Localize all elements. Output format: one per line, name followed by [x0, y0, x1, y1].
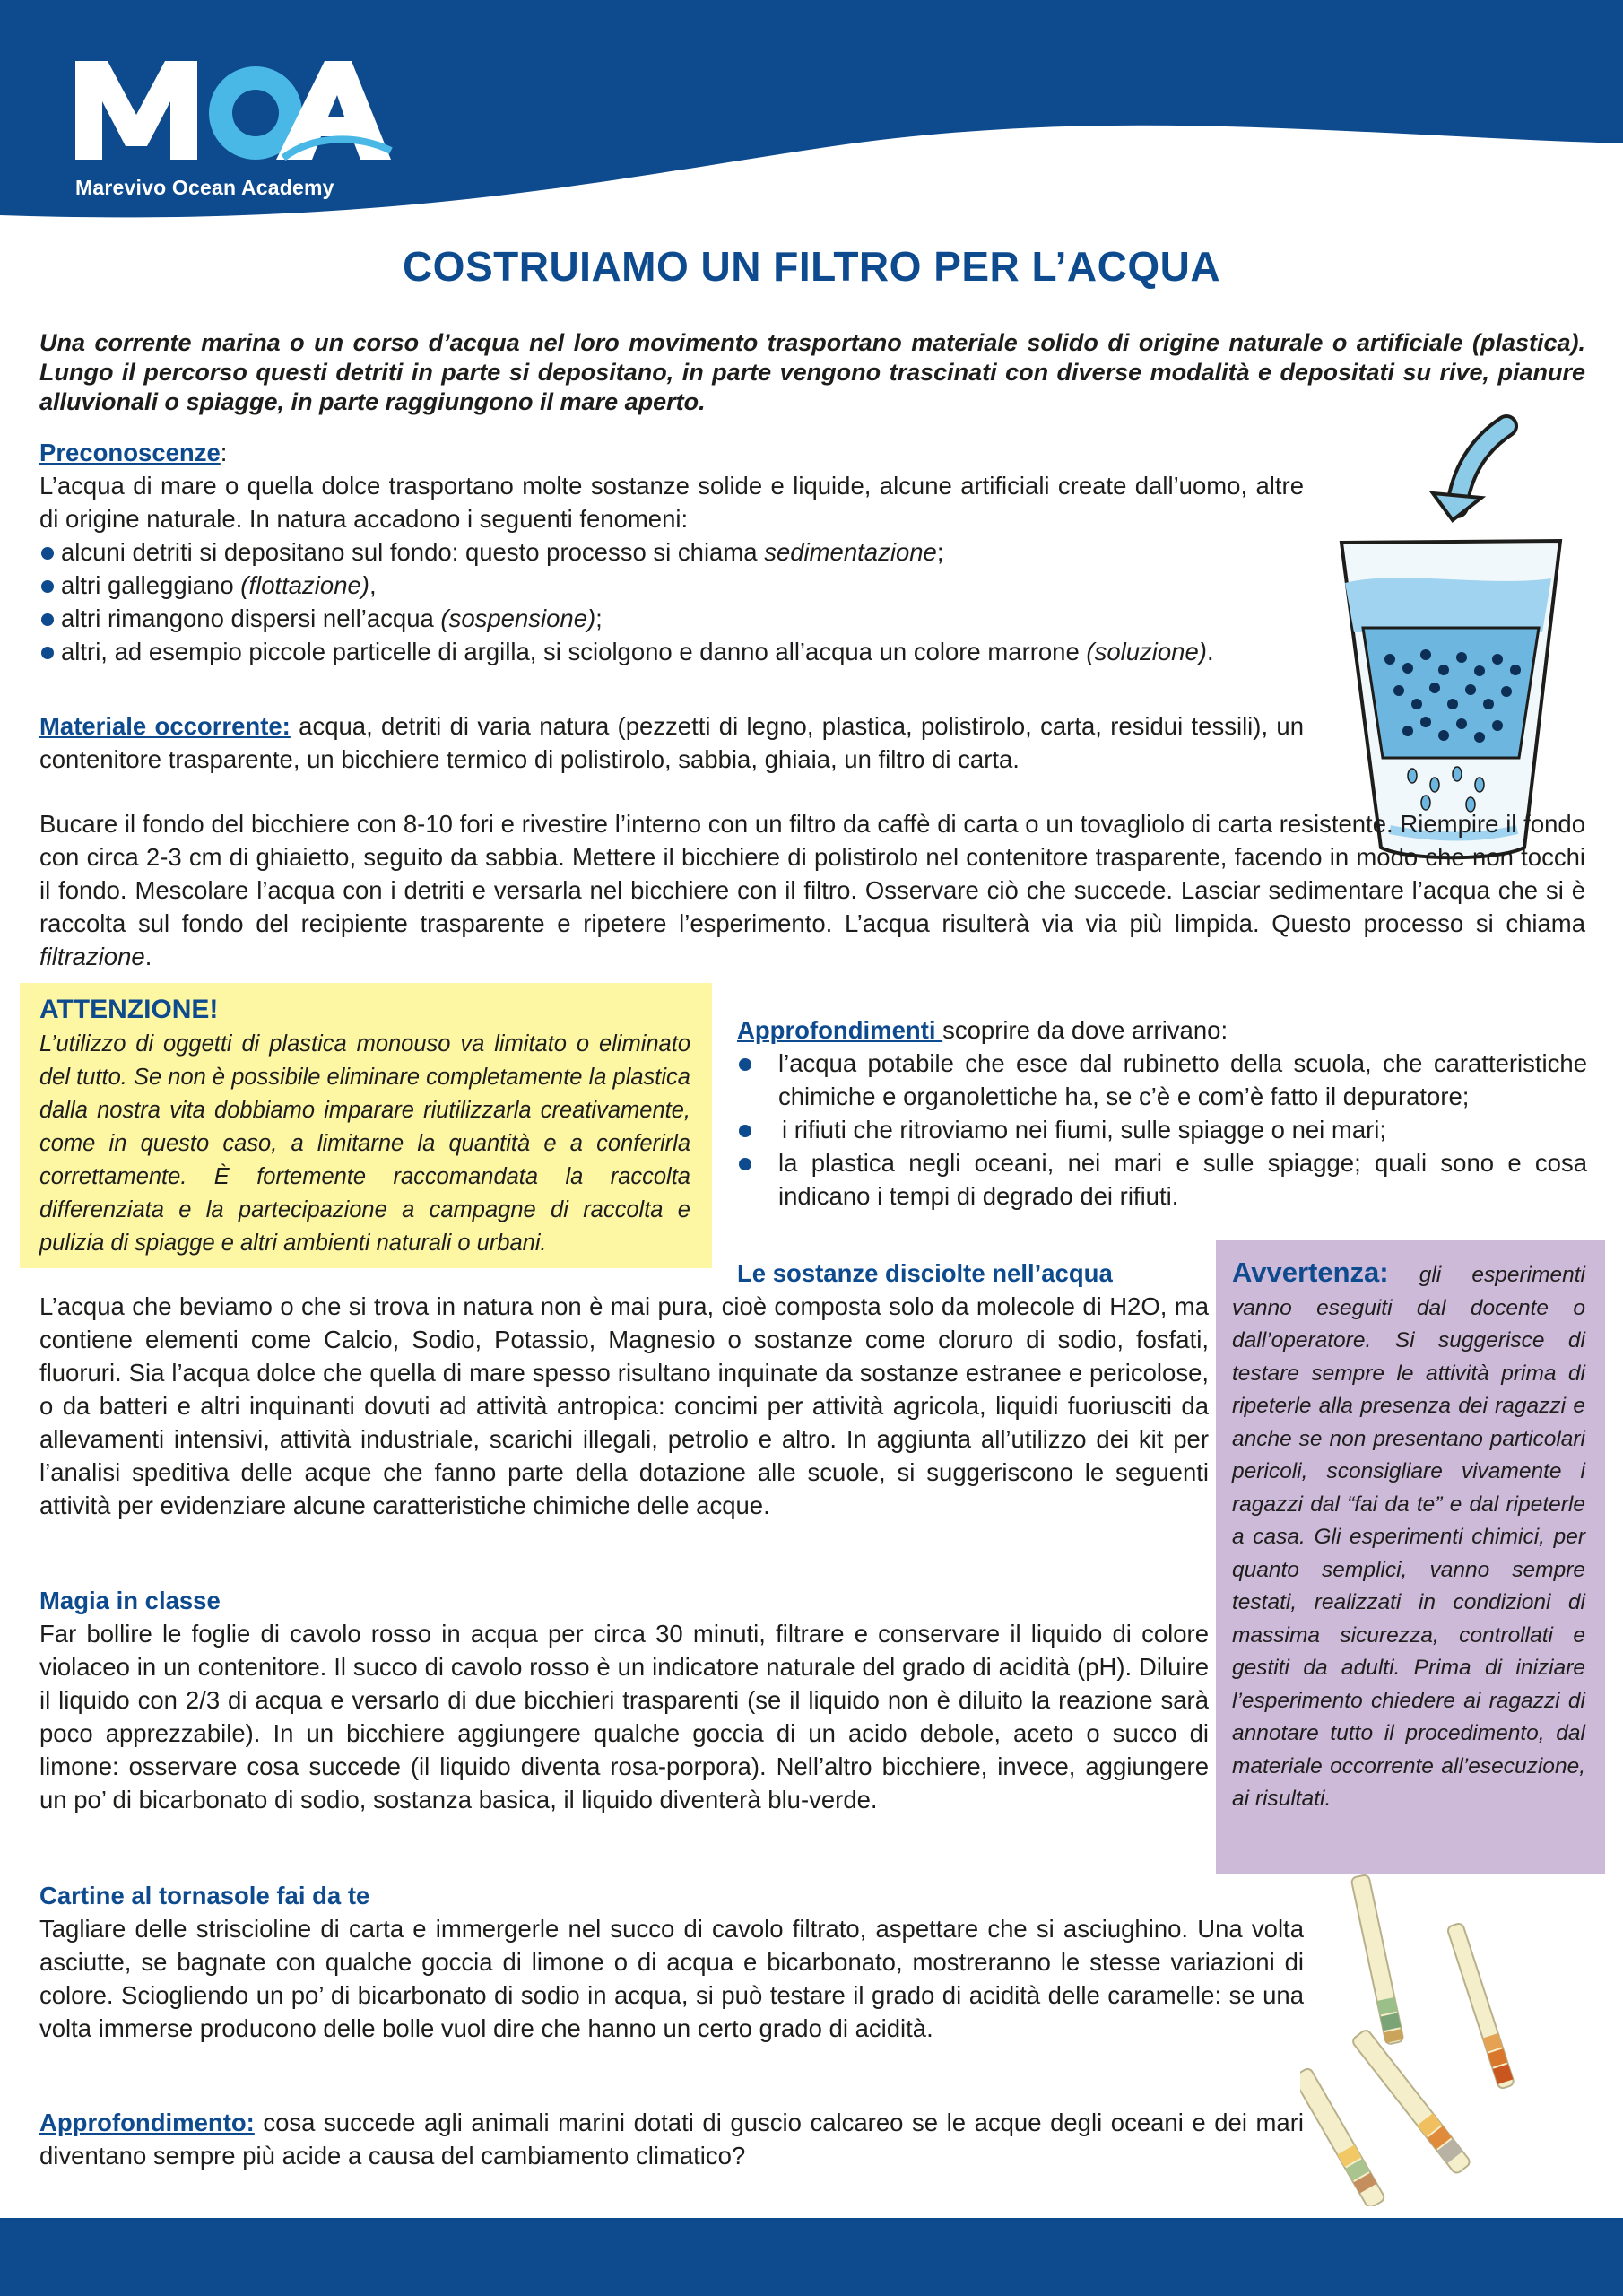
list-item: altri, ad esempio piccole particelle di argilla, si sciolgono e danno all’acqua un colore marrone (soluzione). [39, 635, 1304, 668]
litmus-strips-illustration [1300, 1866, 1569, 2206]
materiale-section [39, 709, 1304, 776]
approfondimenti-heading [737, 1013, 1587, 1047]
approfondimento-text: cosa succede agli animali marini dotati di guscio calcareo se le acque degli oceani e dei mari diventano sempre più acide a causa del cambiamento climatico? [39, 2109, 1304, 2170]
preconoscenze-section [39, 436, 1304, 668]
attenzione-text: L’utilizzo di oggetti di plastica monouso va limitato o eliminato del tutto. Se non è possibile eliminare completamente la plastica dalla nostra vita dobbiamo imparare riutilizzarla creativamente, come in questo caso, a limitarne la quantità e a conferirla correttamente. È fortemente raccomandata la raccolta differenziata e la partecipazione a campagne di raccolta e pulizia di spiagge e altri ambienti naturali o urbani. [39, 1031, 690, 1256]
approfondimento-section [39, 2106, 1304, 2172]
page-title: COSTRUIAMO UN FILTRO PER L’ACQUA [402, 243, 1221, 290]
sostanze-heading: Le sostanze disciolte nell’acqua [737, 1259, 1113, 1287]
procedura-em: filtrazione [39, 943, 145, 970]
list-item: alcuni detriti si depositano sul fondo: questo processo si chiama sedimentazione; [39, 535, 1304, 569]
avvertenza-text: gli esperimenti vanno eseguiti dal docente o dall’operatore. Si suggerisce di testare sempre le attività prima di ripeterle alla presenza dei ragazzi e anche se non presentano particolari pericoli, sconsigliare vivamente i ragazzi dal “fai da te” e dal ripeterle a casa. Gli esperimenti chimici, per quanto semplici, vanno sempre testati, realizzati in condizioni di massima sicurezza, controllati e gestiti da adulti. Prima di iniziare l’esperimento chiedere ai ragazzi di annotare tutto il procedimento, dal materiale occorrente all’esecuzione, ai risultati. [1232, 1263, 1585, 1811]
footer-bar [0, 2218, 1623, 2296]
attenzione-title: ATTENZIONE! [39, 995, 219, 1024]
list-item: l’acqua potabile che esce dal rubinetto della scuola, che caratteristiche chimiche e organolettiche ha, se c’è e com’è fatto il depuratore; [737, 1047, 1587, 1113]
preconoscenze-heading [39, 436, 1304, 469]
approfondimento-label: Approfondimento: [39, 2109, 255, 2136]
procedura-end: . [144, 943, 152, 970]
approfondimenti-section [737, 1013, 1587, 1213]
approfondimenti-list [737, 1047, 1587, 1213]
list-item: i rifiuti che ritroviamo nei fiumi, sulle spiagge o nei mari; [737, 1113, 1587, 1146]
logo-subtitle: Marevivo Ocean Academy [75, 176, 334, 199]
attenzione-box [20, 983, 712, 1268]
procedura-text: Bucare il fondo del bicchiere con 8-10 fori e rivestire l’interno con un filtro da caffè di carta o un tovagliolo di carta resistente. Riempire il fondo con circa 2-3 cm di ghiaietto, seguito da sabbia. Mettere il bicchiere di polistirolo nel contenitore trasparente, facendo in modo che non tocchi il fondo. Mescolare l’acqua con i detriti e versarla nel bicchiere con il filtro. Osservare ciò che succede. Lasciar sedimentare l’acqua che si è raccolta sul fondo del recipiente trasparente e ripetere l’esperimento. L’acqua risulterà via via più limpida. Questo processo si chiama [39, 810, 1585, 937]
magia-text: Far bollire le foglie di cavolo rosso in acqua per circa 30 minuti, filtrare e conservare il liquido di colore violaceo in un contenitore. Il succo di cavolo rosso è un indicatore naturale del grado di acidità (pH). Diluire il liquido con 2/3 di acqua e versarlo di due bicchieri trasparenti (se il liquido non è diluito la reazione sarà poco apprezzabile). In un bicchiere aggiungere qualche goccia di un acido debole, aceto o succo di limone: osservare cosa succede (il liquido diventa rosa-porpora). Nell’altro bicchiere, invece, aggiungere un po’ di bicarbonato di sodio, sostanza basica, il liquido diventerà blu-verde. [39, 1620, 1209, 1813]
list-item: la plastica negli oceani, nei mari e sulle spiagge; quali sono e cosa indicano i tempi di degrado dei rifiuti. [737, 1146, 1587, 1213]
preconoscenze-list [39, 535, 1304, 668]
intro-paragraph: Una corrente marina o un corso d’acqua nel loro movimento trasportano materiale solido di origine naturale o artificiale (plastica). Lungo il percorso questi detriti in parte si depositano, in parte vengono trascinati con diverse modalità e depositati su rive, pianure alluvionali o spiagge, in parte raggiungono il mare aperto. [39, 329, 1585, 415]
magia-section [39, 1584, 1209, 1816]
cartine-heading: Cartine al tornasole fai da te [39, 1882, 370, 1909]
cartine-section [39, 1879, 1304, 2045]
approfondimenti-label: Approfondimenti [737, 1016, 943, 1044]
sostanze-text: L’acqua che beviamo o che si trova in natura non è mai pura, cioè composta solo da molecole di H2O, ma contiene elementi come Calcio, Sodio, Potassio, Magnesio o sostanze come cloruro di sodio, fosfati, fluoruri. Sia l’acqua dolce che quella di mare spesso risultano inquinate da sostanze estranee e pericolose, o da batteri e altri inquinanti dovuti ad attività antropica: concimi per attività agricola, liquidi fuoriusciti da allevamenti intensivi, attività industriale, scarichi illegali, petrolio e altro. In aggiunta all’utilizzo dei kit per l’analisi speditiva delle acque che fanno parte della dotazione alle scuole, si suggeriscono le seguenti attività per evidenziare alcune caratteristiche chimiche delle acque. [39, 1292, 1209, 1519]
materiale-text: acqua, detriti di varia natura (pezzetti di legno, plastica, polistirolo, carta, residui tessili), un contenitore trasparente, un bicchiere termico di polistirolo, sabbia, ghiaia, un filtro di carta. [39, 712, 1304, 773]
list-item: altri rimangono dispersi nell’acqua (sospensione); [39, 602, 1304, 635]
avvertenza-title: Avvertenza: [1232, 1257, 1389, 1288]
cartine-text: Tagliare delle striscioline di carta e immergerle nel succo di cavolo filtrato, aspettare che si asciughino. Una volta asciutte, se bagnate con qualche goccia di limone o di acqua e bicarbonato, mostreranno le stesse variazioni di colore. Sciogliendo un po’ di bicarbonato di sodio in acqua, si può testare il grado di acidità delle caramelle: se una volta immerse producono delle bolle vuol dire che hanno un certo grado di acidità. [39, 1915, 1304, 2042]
preconoscenze-label: Preconoscenze [39, 439, 221, 466]
procedura-section [39, 807, 1585, 973]
list-item: altri galleggiano (flottazione), [39, 569, 1304, 602]
preconoscenze-colon: : [220, 439, 228, 466]
avvertenza-box [1216, 1240, 1605, 1874]
materiale-label: Materiale occorrente: [39, 712, 291, 740]
magia-heading: Magia in classe [39, 1587, 221, 1614]
preconoscenze-text: L’acqua di mare o quella dolce trasportano molte sostanze solide e liquide, alcune artificiali create dall’uomo, altre di origine naturale. In natura accadono i seguenti fenomeni: [39, 472, 1304, 533]
approfondimenti-intro: scoprire da dove arrivano: [942, 1016, 1228, 1044]
